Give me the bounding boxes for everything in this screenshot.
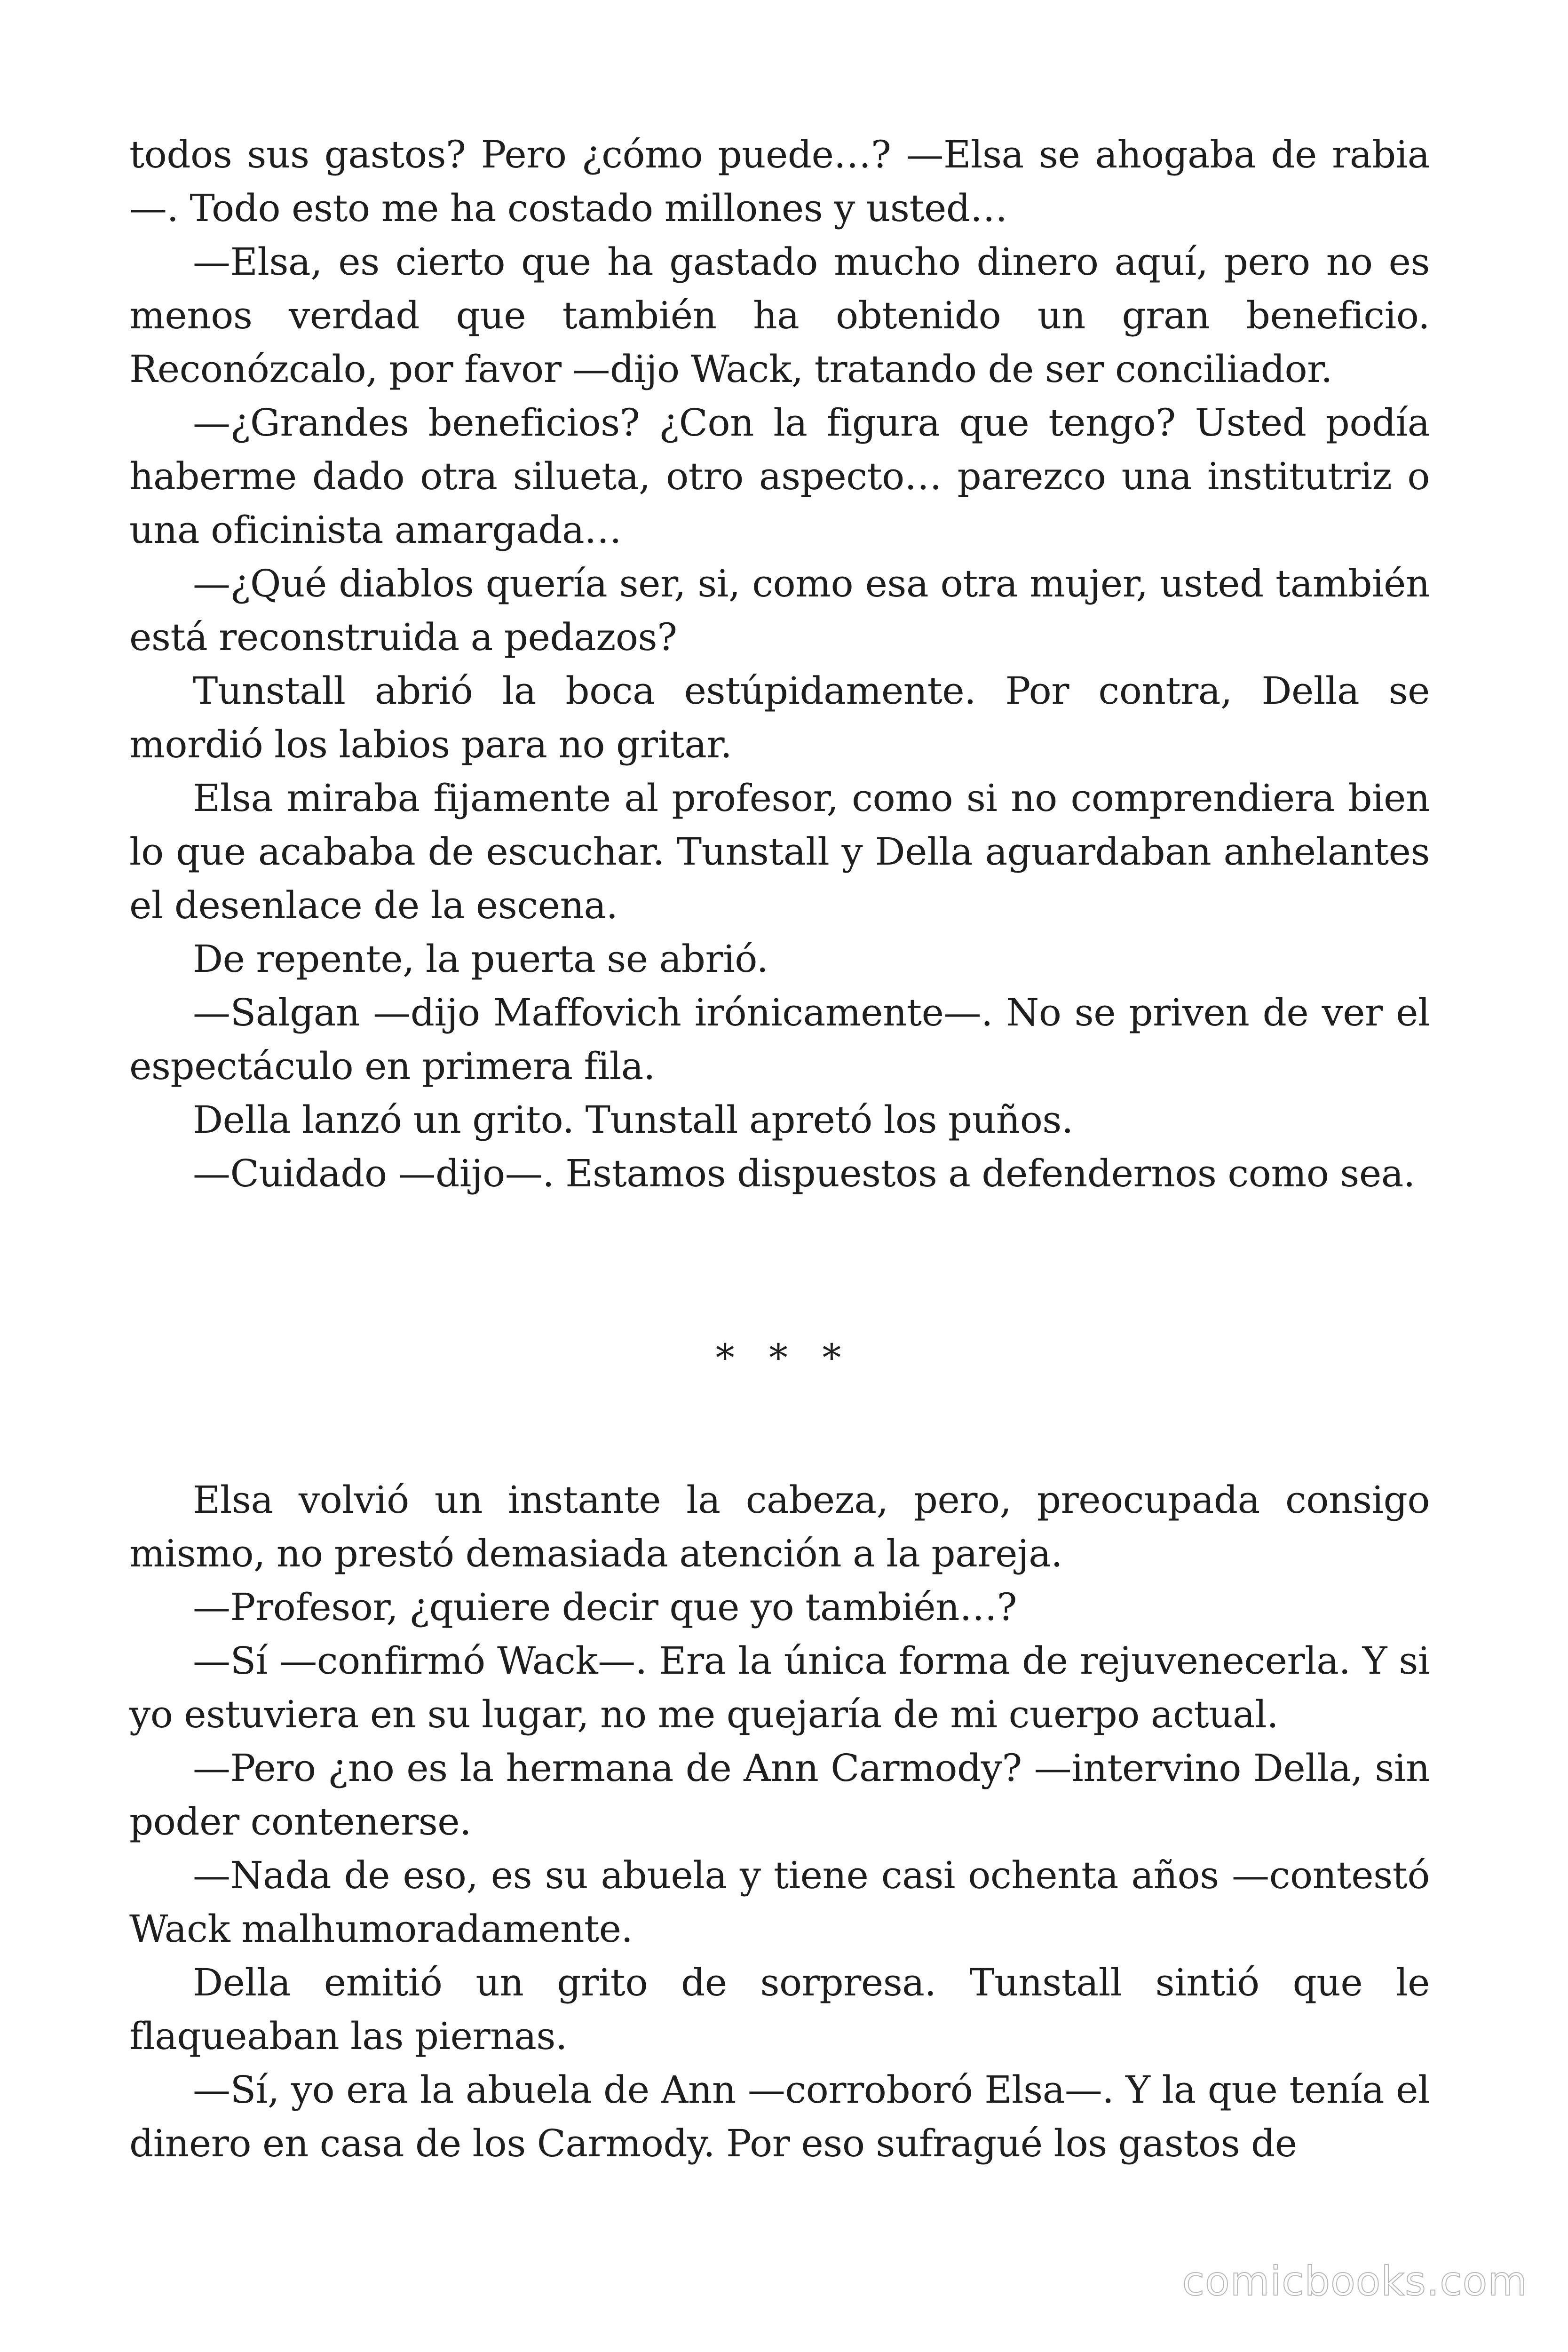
paragraph: —Salgan —dijo Maffovich irónicamente—. No se priven de ver el espectáculo en primera fila. [129,991,1430,1088]
section-separator: * * * [715,1336,853,1380]
text-block-bottom [129,1473,1430,2170]
paragraph: —Profesor, ¿quiere decir que yo también…? [193,1585,1017,1629]
paragraph: Tunstall abrió la boca estúpidamente. Por contra, Della se mordió los labios para no gritar. [129,669,1430,766]
paragraph: Della emitió un grito de sorpresa. Tunstall sintió que le flaqueaban las piernas. [129,1961,1430,2058]
paragraph: Della lanzó un grito. Tunstall apretó los puños. [193,1098,1073,1142]
paragraph: —¿Qué diablos quería ser, si, como esa otra mujer, usted también está reconstruida a pedazos? [129,562,1430,659]
paragraph: Elsa volvió un instante la cabeza, pero, preocupada consigo mismo, no prestó demasiada atención a la pareja. [129,1478,1430,1575]
paragraph: —Sí —confirmó Wack—. Era la única forma de rejuvenecerla. Y si yo estuviera en su lugar, no me quejaría de mi cuerpo actual. [129,1639,1430,1736]
paragraph: Elsa miraba fijamente al profesor, como si no comprendiera bien lo que acababa de escuchar. Tunstall y Della aguardaban anhelantes el desenlace de la escena. [129,776,1430,927]
paragraph: —Nada de eso, es su abuela y tiene casi ochenta años —contestó Wack malhumoradamente. [129,1853,1430,1951]
paragraph: —Elsa, es cierto que ha gastado mucho dinero aquí, pero no es menos verdad que también ha obtenido un gran beneficio. Reconózcalo, por favor —dijo Wack, tratando de ser conciliador. [129,240,1430,391]
paragraph: —Pero ¿no es la hermana de Ann Carmody? —intervino Della, sin poder contenerse. [129,1746,1430,1843]
paragraph: De repente, la puerta se abrió. [193,937,768,981]
paragraph: —¿Grandes beneficios? ¿Con la figura que tengo? Usted podía haberme dado otra silueta, otro aspecto… parezco una institutriz o una oficinista amargada… [129,401,1430,552]
paragraph: todos sus gastos? Pero ¿cómo puede…? —Elsa se ahogaba de rabia —. Todo esto me ha costado millones y usted… [129,133,1430,230]
watermark: comicbooks.com [1182,2258,1528,2305]
text-block-top [129,128,1430,1200]
paragraph: —Cuidado —dijo—. Estamos dispuestos a defendernos como sea. [193,1152,1415,1195]
paragraph: —Sí, yo era la abuela de Ann —corroboró Elsa—. Y la que tenía el dinero en casa de los Carmody. Por eso sufragué los gastos de [129,2068,1430,2165]
